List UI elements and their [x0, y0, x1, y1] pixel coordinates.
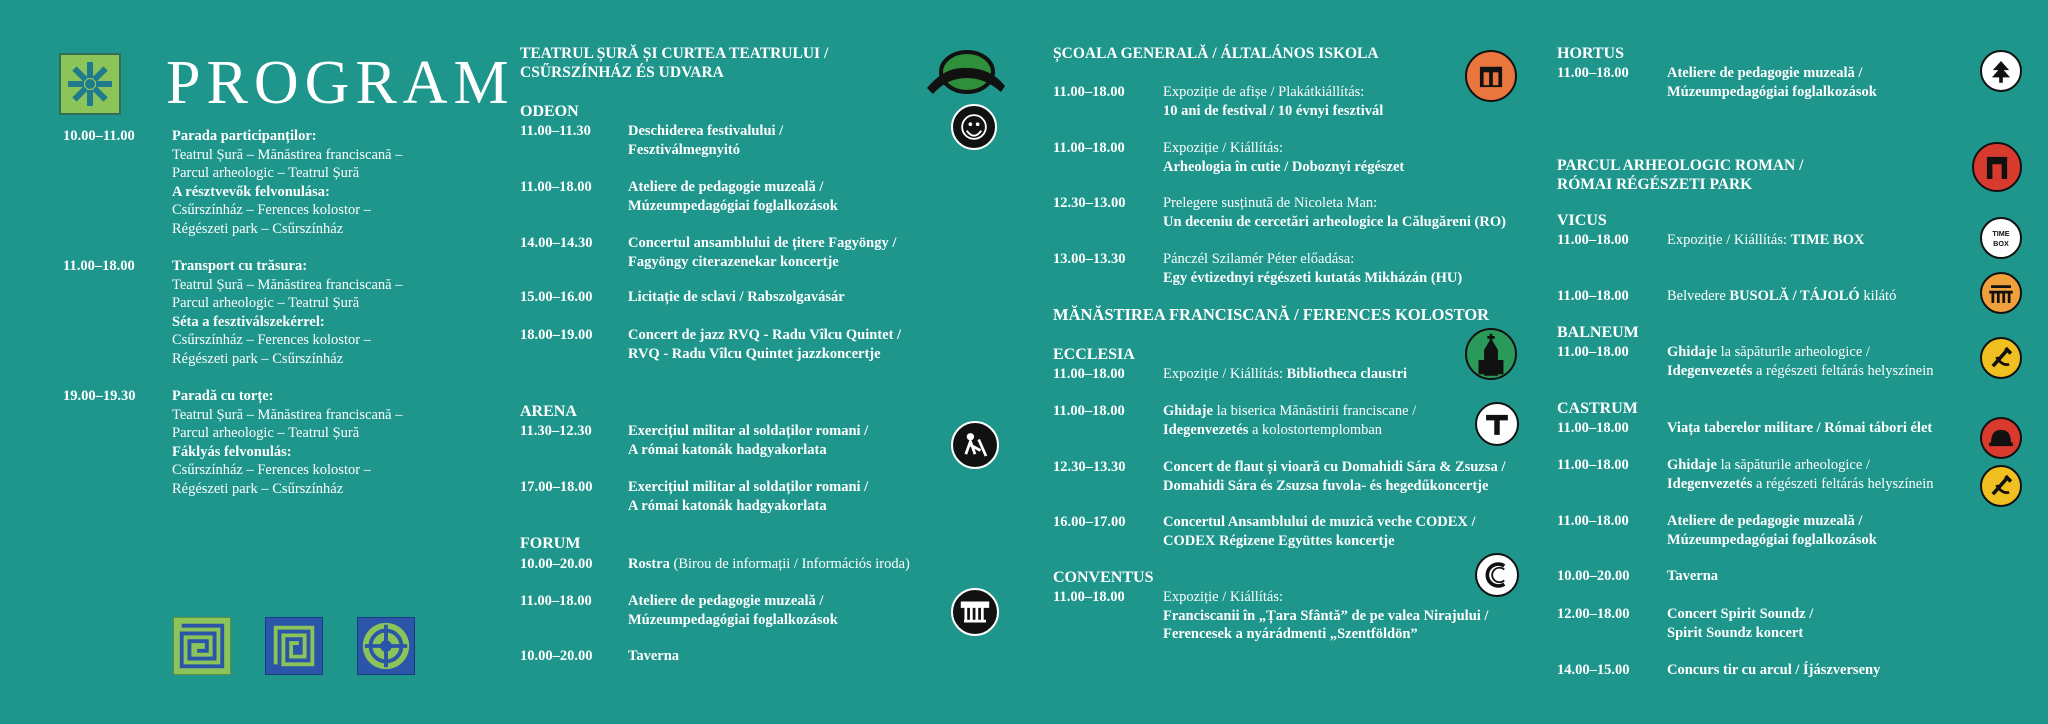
event-line: Fáklyás felvonulás: — [172, 443, 292, 460]
event-line: a kolostortemplomban — [1248, 421, 1383, 438]
event-time: 11.00–18.00 — [63, 258, 135, 274]
event-line: Concertul ansamblului de țitere Fagyöngy / — [628, 235, 897, 251]
meander-pattern-blue — [265, 617, 323, 675]
event-line: la săpăturile arheologice / — [1716, 344, 1870, 360]
event-line: Deschiderea festivalului / — [628, 123, 784, 139]
section-forum: FORUM — [520, 535, 581, 552]
tree-icon — [1980, 50, 2022, 92]
event-line: Teatrul Șură – Mănăstirea franciscană – — [172, 276, 403, 293]
event-line: 10 ani de festival / 10 évnyi fesztivál — [1163, 102, 1384, 119]
event-line: Transport cu trăsura: — [172, 258, 308, 274]
event-line: la biserica Mănăstirii franciscane / — [1212, 403, 1417, 419]
event-line: Teatrul Șură – Mănăstirea franciscană – — [172, 406, 403, 423]
event-time: 11.00–18.00 — [1557, 65, 1629, 81]
event-line-bold: Bibliotheca claustri — [1286, 366, 1408, 382]
event-time: 18.00–19.00 — [520, 327, 593, 343]
event-line: Múzeumpedagógiai foglalkozások — [1667, 83, 1877, 100]
event-line: kilátó — [1859, 288, 1897, 304]
venue-heading: ȘCOALA GENERALĂ / ÁLTALÁNOS ISKOLA — [1053, 45, 1379, 62]
event-line: A résztvevők felvonulása: — [172, 183, 330, 200]
event-time: 10.00–11.00 — [63, 128, 135, 144]
event-line: Parcul arheologic – Teatrul Șură — [172, 165, 360, 182]
event-time: 11.00–18.00 — [1557, 457, 1629, 473]
event-line: Un deceniu de cercetări arheologice la Călugăreni (RO) — [1163, 213, 1506, 230]
event-line: Pánczél Szilamér Péter előadása: — [1163, 251, 1355, 267]
event-line: Licitație de sclavi / Rabszolgavásár — [628, 289, 845, 305]
event-time: 11.00–18.00 — [1557, 232, 1629, 248]
event-time: 12.30–13.30 — [1053, 459, 1126, 475]
event-time: 11.00–18.00 — [520, 593, 592, 609]
event-line: Ateliere de pedagogie muzeală / — [1667, 513, 1863, 529]
event-line: Fesztiválmegnyitó — [628, 141, 740, 158]
spiral-key-icon — [266, 618, 322, 674]
event-time: 11.00–18.00 — [1053, 589, 1125, 605]
event-time: 11.00–18.00 — [1557, 420, 1629, 436]
event-line: Concurs tir cu arcul / Íjászverseny — [1667, 662, 1881, 678]
event-time: 10.00–20.00 — [520, 556, 593, 572]
celtic-knot-icon — [358, 618, 414, 674]
event-line: Concert de flaut și vioară cu Domahidi Sára & Zsuzsa / — [1163, 459, 1506, 475]
event-line: Csűrszínház – Ferences kolostor – — [172, 462, 371, 479]
venue-heading — [520, 45, 828, 82]
event-line: Taverna — [1667, 568, 1719, 584]
event-line: Expoziție / Kiállítás: — [1163, 140, 1284, 156]
section-castrum: CASTRUM — [1557, 400, 1638, 417]
event-line: Taverna — [628, 648, 680, 664]
svg-text:TIME: TIME — [1992, 229, 2010, 239]
event-line: A római katonák hadgyakorlata — [628, 441, 827, 458]
event-line: Csűrszínház – Ferences kolostor – — [172, 332, 371, 349]
event-line: RVQ - Radu Vîlcu Quintet jazzkoncertje — [628, 345, 881, 362]
event-line-bold: Ghidaje — [1163, 403, 1213, 419]
time-box-icon — [1980, 217, 2022, 259]
event-line: Spirit Soundz koncert — [1667, 624, 1804, 641]
event-line: CODEX Régizene Együttes koncertje — [1163, 532, 1395, 549]
event-line: Fagyöngy citerazenekar koncertje — [628, 253, 839, 270]
event-time: 11.00–18.00 — [1053, 366, 1125, 382]
watchtower-icon — [1980, 272, 2022, 314]
event-line: Csűrszínház – Ferences kolostor – — [172, 202, 371, 219]
theatre-barn-icon — [925, 48, 1007, 100]
event-line-bold: TIME BOX — [1790, 232, 1865, 248]
event-time: 10.00–20.00 — [1557, 568, 1630, 584]
event-line: Arheologia în cutie / Doboznyi régészet — [1163, 158, 1405, 175]
event-line: Ateliere de pedagogie muzeală / — [628, 179, 824, 195]
event-line-bold: Ghidaje — [1667, 344, 1717, 360]
event-line: Expoziție de afișe / Plakátkiállítás: — [1163, 84, 1365, 100]
event-time: 17.00–18.00 — [520, 479, 593, 495]
school-icon — [1465, 50, 1517, 102]
event-time: 12.00–18.00 — [1557, 606, 1630, 622]
event-time: 15.00–16.00 — [520, 289, 593, 305]
venue-heading-line: CSŰRSZÍNHÁZ ÉS UDVARA — [520, 63, 724, 81]
event-time: 11.00–18.00 — [1053, 140, 1125, 156]
event-line: Paradă cu torțe: — [172, 388, 274, 404]
venue-heading-line: PARCUL ARHEOLOGIC ROMAN / — [1557, 157, 1804, 174]
event-time: 11.00–18.00 — [1557, 344, 1629, 360]
event-line: Séta a fesztiválszekérrel: — [172, 313, 325, 330]
event-line: Múzeumpedagógiai foglalkozások — [1667, 531, 1877, 548]
event-time: 11.00–18.00 — [1053, 403, 1125, 419]
event-line: Domahidi Sára és Zsuzsa fuvola- és hegedűkoncertje — [1163, 477, 1489, 494]
event-line: Rostra — [628, 556, 670, 572]
church-icon — [1465, 328, 1517, 380]
event-line: la săpăturile arheologice / — [1716, 457, 1870, 473]
event-line-bold: Idegenvezetés — [1667, 362, 1753, 379]
event-time: 13.00–13.30 — [1053, 251, 1126, 267]
venue-heading: MĂNĂSTIREA FRANCISCANĂ / FERENCES KOLOSTOR — [1053, 305, 1490, 324]
event-line-bold: BUSOLĂ / TÁJOLÓ — [1729, 288, 1860, 304]
event-line: a régészeti feltárás helyszínein — [1752, 362, 1934, 379]
knot-pattern — [357, 617, 415, 675]
section-balneum: BALNEUM — [1557, 324, 1639, 341]
section-odeon: ODEON — [520, 103, 579, 120]
section-conventus: CONVENTUS — [1053, 569, 1154, 586]
event-line: Concert de jazz RVQ - Radu Vîlcu Quintet / — [628, 327, 902, 343]
event-time: 11.00–11.30 — [520, 123, 591, 139]
event-line-note: (Birou de informații / Információs iroda) — [669, 556, 910, 572]
page-title: PROGRAM — [166, 49, 515, 117]
festival-logo-icon — [61, 55, 119, 113]
event-time: 10.00–20.00 — [520, 648, 593, 664]
excavation-tools-icon — [1980, 465, 2022, 507]
venue-heading-line: TEATRUL ȘURĂ ȘI CURTEA TEATRULUI / — [520, 45, 829, 62]
section-ecclesia: ECCLESIA — [1053, 346, 1135, 363]
event-line: Expoziție / Kiállítás: — [1163, 366, 1287, 382]
event-line: Ferencesek a nyárádmenti „Szentföldön” — [1163, 626, 1418, 643]
event-line: Régészeti park – Csűrszínház — [172, 350, 344, 367]
event-line: Parcul arheologic – Teatrul Șură — [172, 295, 360, 312]
event-line: Egy évtizednyi régészeti kutatás Mikházán (HU) — [1163, 269, 1463, 286]
event-line: Parada participanților: — [172, 128, 317, 144]
tau-cross-icon — [1475, 402, 1519, 446]
event-line-bold: Ghidaje — [1667, 457, 1717, 473]
event-time: 11.00–18.00 — [1053, 84, 1125, 100]
event-line-bold: Idegenvezetés — [1163, 421, 1249, 438]
venue-heading-line: RÓMAI RÉGÉSZETI PARK — [1557, 175, 1753, 193]
event-time: 19.00–19.30 — [63, 388, 136, 404]
event-time: 11.00–18.00 — [1557, 513, 1629, 529]
event-line: Parcul arheologic – Teatrul Șură — [172, 425, 360, 442]
bearded-face-icon — [951, 104, 997, 150]
event-line: Concertul Ansamblului de muzică veche CODEX / — [1163, 514, 1476, 530]
event-line: Prelegere susținută de Nicoleta Man: — [1163, 195, 1378, 211]
event-line: Expoziție / Kiállítás: — [1667, 232, 1791, 248]
event-line: A római katonák hadgyakorlata — [628, 497, 827, 514]
excavation-tools-icon — [1980, 337, 2022, 379]
greek-key-icon — [174, 618, 230, 674]
column-capital-icon — [951, 588, 999, 636]
event-line: Ateliere de pedagogie muzeală / — [628, 593, 824, 609]
event-time: 14.00–14.30 — [520, 235, 593, 251]
meander-pattern-green — [173, 617, 231, 675]
event-line: Exercițiul militar al soldaților romani / — [628, 423, 869, 439]
event-line: Régészeti park – Csűrszínház — [172, 220, 344, 237]
event-line: Teatrul Șură – Mănăstirea franciscană – — [172, 146, 403, 163]
event-time: 11.00–18.00 — [1557, 288, 1629, 304]
section-hortus: HORTUS — [1557, 45, 1625, 62]
event-line: Múzeumpedagógiai foglalkozások — [628, 611, 838, 628]
svg-text:BOX: BOX — [1993, 239, 2009, 249]
event-time: 11.30–12.30 — [520, 423, 592, 439]
section-vicus: VICUS — [1557, 212, 1607, 229]
event-time: 11.00–18.00 — [520, 179, 592, 195]
venue-heading — [1557, 157, 1803, 194]
event-time: 12.30–13.00 — [1053, 195, 1126, 211]
event-line: a régészeti feltárás helyszínein — [1752, 475, 1934, 492]
event-line: Régészeti park – Csűrszínház — [172, 480, 344, 497]
event-line: Franciscanii în „Țara Sfântă” de pe valea Nirajului / — [1163, 607, 1489, 624]
event-line: Belvedere — [1667, 288, 1730, 304]
event-time: 16.00–17.00 — [1053, 514, 1126, 530]
festival-logo — [61, 55, 119, 113]
event-line: Exercițiul militar al soldaților romani / — [628, 479, 869, 495]
event-time: 14.00–15.00 — [1557, 662, 1630, 678]
event-line-bold: Idegenvezetés — [1667, 475, 1753, 492]
roman-helmet-icon — [1980, 417, 2022, 459]
event-line: Ateliere de pedagogie muzeală / — [1667, 65, 1863, 81]
soldiers-icon — [951, 421, 999, 469]
event-line: Expoziție / Kiállítás: — [1163, 589, 1284, 605]
event-line: Concert Spirit Soundz / — [1667, 606, 1814, 622]
franciscan-emblem-icon — [1475, 553, 1519, 597]
event-line: Múzeumpedagógiai foglalkozások — [628, 197, 838, 214]
section-arena: ARENA — [520, 403, 577, 420]
roman-gate-icon — [1972, 142, 2022, 192]
event-line: Viața taberelor militare / Római tábori élet — [1667, 420, 1933, 436]
